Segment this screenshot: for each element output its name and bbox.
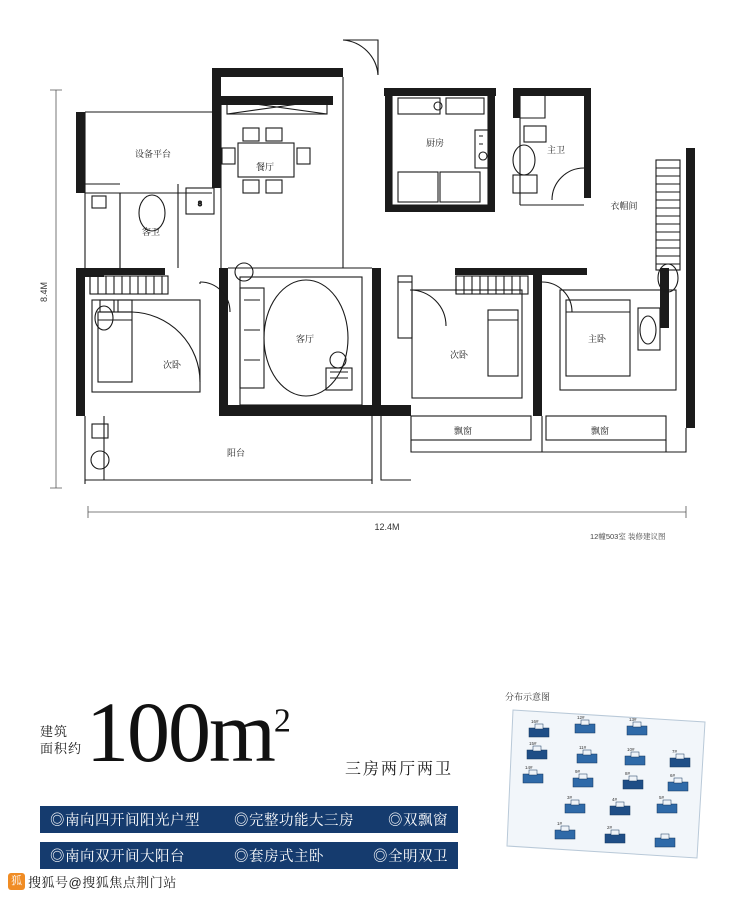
area-unit-superscript: 2 — [273, 702, 289, 740]
distribution-unit-label: 14# — [525, 765, 533, 770]
area-unit-text: m — [209, 684, 274, 780]
dim-height-label: 8.4M — [39, 281, 49, 303]
room-label-living: 客厅 — [295, 334, 315, 344]
distribution-map-block — [505, 690, 710, 870]
feature-item-2-3: ◎全明双卫 — [373, 849, 448, 865]
room-label-baywindow-master: 飘窗 — [590, 426, 610, 436]
feature-item-1-2: ◎完整功能大三房 — [234, 813, 354, 829]
plan-credit-label: 12幢503室 装修建议图 — [590, 532, 666, 541]
distribution-unit-label: 16# — [531, 719, 539, 724]
area-value — [86, 684, 289, 780]
room-label-dining: 餐厅 — [255, 162, 275, 172]
room-label-baywindow-mid: 飘窗 — [453, 426, 473, 436]
room-label-master-bath: 主卫 — [546, 145, 566, 155]
feature-item-2-2: ◎套房式主卧 — [234, 849, 324, 865]
room-label-balcony: 阳台 — [226, 448, 246, 458]
feature-item-2-1: ◎南向双开间大阳台 — [50, 849, 185, 865]
layout-type-label: 三房两厅两卫 — [345, 761, 454, 778]
info-panel — [0, 660, 740, 901]
area-prefix — [40, 723, 82, 757]
distribution-unit-label: 1# — [557, 821, 563, 826]
footer-watermark — [8, 872, 177, 891]
footer-text: 搜狐号@搜狐焦点荆门站 — [28, 875, 177, 890]
room-label-cloakroom: 衣帽间 — [610, 201, 638, 211]
feature-bar-row-1 — [40, 806, 458, 833]
distribution-map — [505, 706, 710, 871]
distribution-map-title: 分布示意图 — [505, 692, 551, 702]
room-label-master-bedroom: 主卧 — [587, 334, 607, 344]
distribution-unit-label: 8# — [625, 771, 631, 776]
dim-width-label: 12.4M — [374, 522, 400, 532]
room-label-bedroom2-mid: 次卧 — [449, 350, 469, 360]
distribution-unit-label: 6# — [670, 773, 676, 778]
distribution-unit-label: 9# — [575, 769, 581, 774]
distribution-unit-label: 5# — [659, 795, 665, 800]
distribution-unit-label: 13# — [629, 717, 637, 722]
room-label-guest-bath: 客卫 — [141, 227, 161, 237]
distribution-unit-label: 3# — [567, 795, 573, 800]
feature-item-1-1: ◎南向四开间阳光户型 — [50, 813, 200, 829]
sohu-logo-icon: 狐 — [8, 873, 25, 890]
svg-text:8: 8 — [198, 201, 202, 208]
distribution-unit-label: 7# — [672, 749, 678, 754]
distribution-unit-label: 11# — [579, 745, 587, 750]
distribution-unit-label: 15# — [529, 741, 537, 746]
distribution-unit-label: 12# — [577, 715, 585, 720]
area-prefix-line2: 面积约 — [40, 741, 83, 756]
room-label-equipment-platform: 设备平台 — [134, 149, 172, 159]
room-label-kitchen: 厨房 — [425, 138, 445, 148]
feature-bar-row-2 — [40, 842, 458, 869]
room-label-bedroom2-left: 次卧 — [162, 360, 182, 370]
distribution-unit-label: 10# — [627, 747, 635, 752]
distribution-unit-label: 4# — [612, 797, 618, 802]
distribution-unit-label: 2# — [607, 825, 613, 830]
feature-item-1-3: ◎双飘窗 — [388, 813, 448, 829]
area-number-text: 100 — [86, 684, 210, 780]
area-prefix-line1: 建筑 — [40, 724, 69, 739]
area-block — [40, 684, 289, 780]
